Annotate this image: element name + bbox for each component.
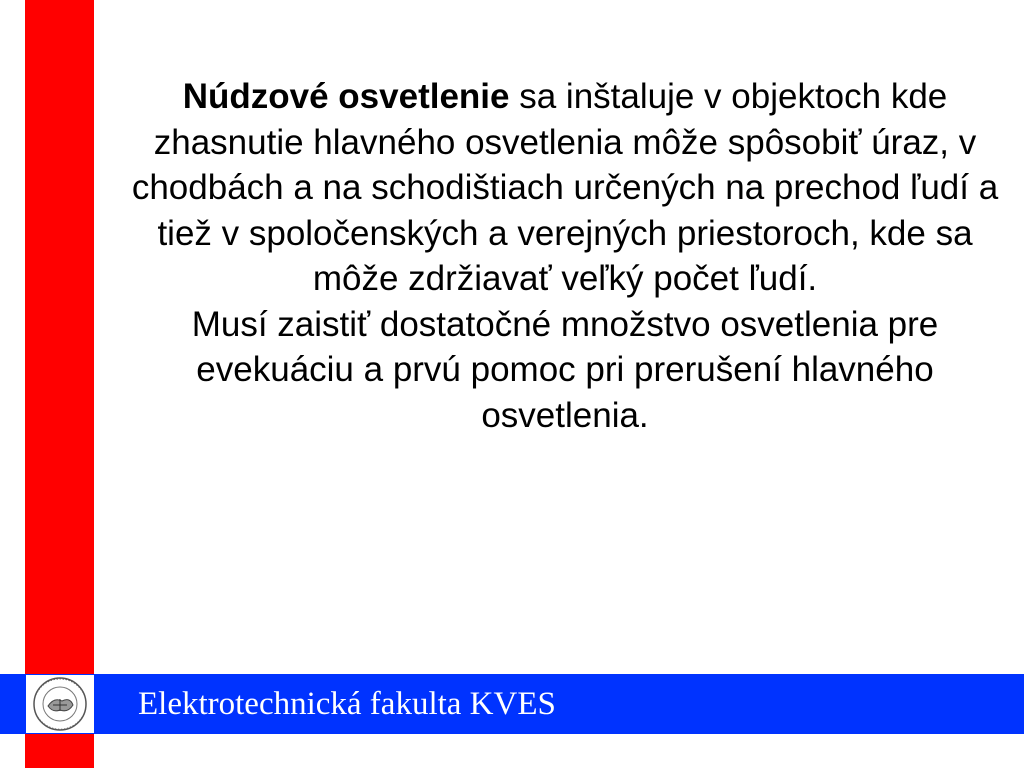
paragraph-1-text: sa inštaluje v objektoch kde zhasnutie hlavného osvetlenia môže spôsobiť úraz, v chodbách a na schodištiach určených na prechod ľudí a tiež v spoločenských a verejných priestoroch, kde sa môže zdržiavať veľký počet ľudí.: [131, 77, 999, 298]
footer-title: Elektrotechnická fakulta KVES: [138, 686, 556, 722]
university-seal-icon: [26, 675, 94, 733]
paragraph-1-bold-term: Núdzové osvetlenie: [182, 77, 510, 116]
side-accent-bar: [25, 0, 94, 768]
paragraph-1: [110, 74, 1020, 302]
paragraph-2: Musí zaistiť dostatočné množstvo osvetlenia pre evekuáciu a prvú pomoc pri prerušení hlavného osvetlenia.: [191, 304, 939, 435]
slide-body: [110, 74, 1020, 438]
